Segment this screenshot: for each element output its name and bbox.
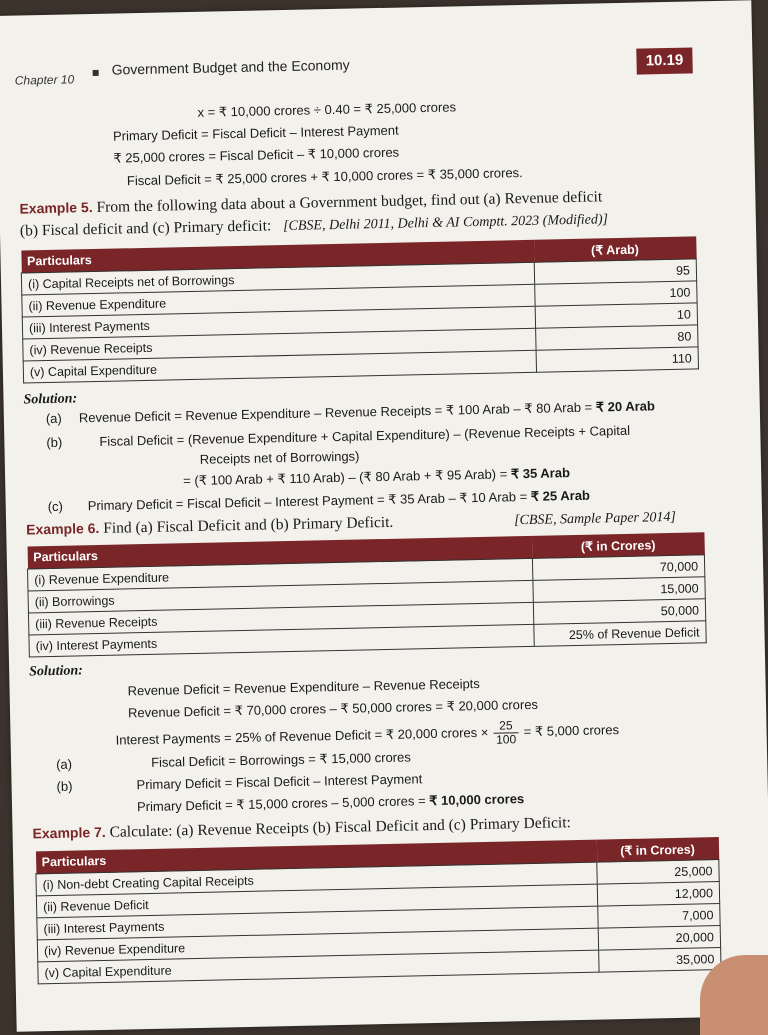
table-header-particulars: Particulars xyxy=(27,536,532,569)
example6-line xyxy=(26,514,393,540)
example7-label: Example 7. xyxy=(32,823,106,842)
example6-table xyxy=(27,532,707,657)
example6-sol-line2: Revenue Deficit = ₹ 70,000 crores – ₹ 50,000 crores = ₹ 20,000 crores xyxy=(127,696,539,721)
prev-line-3: ₹ 25,000 crores = Fiscal Deficit – ₹ 10,000 crores xyxy=(113,144,400,166)
prev-line-1: x = ₹ 10,000 crores ÷ 0.40 = ₹ 25,000 crores xyxy=(197,99,457,120)
fraction-denominator: 100 xyxy=(496,732,517,747)
table-cell-value: 100 xyxy=(535,281,697,306)
example5-sol-b-3 xyxy=(183,465,570,489)
example5-sol-c xyxy=(88,488,591,515)
example5-sol-a-result: ₹ 20 Arab xyxy=(595,398,656,415)
example5-sol-c-text: Primary Deficit = Fiscal Deficit – Interest Payment = ₹ 35 Arab – ₹ 10 Arab = xyxy=(87,488,531,514)
table-cell-value: 10 xyxy=(535,303,697,328)
chapter-title: Government Budget and the Economy xyxy=(111,56,350,78)
table-header-particulars: Particulars xyxy=(35,840,596,874)
table-cell-item: (iv) Revenue Receipts xyxy=(23,328,536,361)
example6-sol-line3-post: = ₹ 5,000 crores xyxy=(523,722,620,740)
example5-source: [CBSE, Delhi 2011, Delhi & AI Comptt. 2023 (Modified)] xyxy=(282,212,609,235)
example6-solution-label: Solution: xyxy=(29,663,84,680)
table-cell-value: 95 xyxy=(534,259,696,284)
table-header-particulars: Particulars xyxy=(21,240,534,273)
header-bullet-icon xyxy=(93,70,99,76)
example6-sol-b: Primary Deficit = Fiscal Deficit – Interest Payment xyxy=(136,771,423,793)
example6-sol-b-result: ₹ 10,000 crores xyxy=(429,791,525,809)
table-cell-item: (ii) Revenue Expenditure xyxy=(22,284,535,317)
example5-sol-a xyxy=(79,398,655,426)
chapter-label: Chapter 10 xyxy=(14,72,75,88)
table-cell-item: (iv) Revenue Expenditure xyxy=(37,928,598,962)
example6-sol-a-label: (a) xyxy=(55,756,73,772)
table-cell-value: 7,000 xyxy=(598,904,720,929)
example5-question-2: (b) Fiscal deficit and (c) Primary deficit: xyxy=(19,217,272,240)
example6-sol-b2 xyxy=(137,791,525,815)
example5-table xyxy=(20,236,699,383)
table-cell-value: 15,000 xyxy=(533,577,705,603)
example6-sol-a: Fiscal Deficit = Borrowings = ₹ 15,000 crores xyxy=(150,749,411,770)
table-cell-value: 35,000 xyxy=(599,948,721,973)
prev-line-4: Fiscal Deficit = ₹ 25,000 crores + ₹ 10,000 crores = ₹ 35,000 crores. xyxy=(126,165,523,189)
example5-solution-label: Solution: xyxy=(23,391,78,408)
table-cell-value: 12,000 xyxy=(597,882,719,907)
example5-sol-b-3-text: = (₹ 100 Arab + ₹ 110 Arab) – (₹ 80 Arab + ₹ 95 Arab) = xyxy=(183,466,512,489)
example5-sol-b-1: Fiscal Deficit = (Revenue Expenditure + Capital Expenditure) – (Revenue Receipts + Capital xyxy=(99,422,631,449)
example5-sol-a-text: Revenue Deficit = Revenue Expenditure – Revenue Receipts = ₹ 100 Arab – ₹ 80 Arab = xyxy=(78,399,596,426)
example7-question: Calculate: (a) Revenue Receipts (b) Fiscal Deficit and (c) Primary Deficit: xyxy=(109,814,572,841)
table-cell-item: (v) Capital Expenditure xyxy=(23,350,536,383)
fraction-numerator: 25 xyxy=(494,719,518,734)
table-cell-value: 20,000 xyxy=(598,926,720,951)
example5-sol-c-result: ₹ 25 Arab xyxy=(530,487,591,504)
example5-sol-b-label: (b) xyxy=(46,434,63,451)
example6-source: [CBSE, Sample Paper 2014] xyxy=(513,509,677,529)
table-cell-value: 110 xyxy=(536,347,698,372)
example6-question: Find (a) Fiscal Deficit and (b) Primary Deficit. xyxy=(103,513,394,537)
table-cell-item: (iv) Interest Payments xyxy=(29,624,534,657)
table-cell-value: 80 xyxy=(536,325,698,350)
table-cell-item: (ii) Revenue Deficit xyxy=(36,884,597,918)
table-cell-item: (ii) Borrowings xyxy=(28,580,533,613)
table-cell-item: (iii) Interest Payments xyxy=(22,306,535,339)
example6-sol-line3-pre: Interest Payments = 25% of Revenue Deficit = ₹ 20,000 crores × xyxy=(115,724,489,748)
table-cell-item: (iii) Revenue Receipts xyxy=(28,602,533,635)
table-cell-item: (i) Revenue Expenditure xyxy=(28,558,533,591)
example6-sol-b2-text: Primary Deficit = ₹ 15,000 crores – 5,000 crores = xyxy=(136,793,430,815)
table-cell-value: 25,000 xyxy=(597,860,719,885)
table-cell-item: (v) Capital Expenditure xyxy=(38,950,599,984)
table-cell-item: (iii) Interest Payments xyxy=(37,906,598,940)
example5-sol-b-2: Receipts net of Borrowings) xyxy=(199,448,360,467)
example7-table xyxy=(35,837,722,984)
example5-question: From the following data about a Government budget, find out (a) Revenue deficit xyxy=(96,188,603,216)
table-cell-item: (i) Non-debt Creating Capital Receipts xyxy=(36,862,597,896)
table-cell-value: 70,000 xyxy=(532,555,704,581)
example5-sol-c-label: (c) xyxy=(47,498,64,515)
example6-sol-b-label: (b) xyxy=(56,778,73,794)
table-header-unit: (₹ in Crores) xyxy=(532,532,704,558)
example5-label: Example 5. xyxy=(19,199,93,217)
example7-line xyxy=(32,814,571,843)
table-header-unit: (₹ in Crores) xyxy=(596,837,718,862)
table-cell-value: 50,000 xyxy=(533,599,705,625)
example6-label: Example 6. xyxy=(26,519,100,538)
table-header-unit: (₹ Arab) xyxy=(534,236,696,262)
fraction xyxy=(494,719,519,746)
prev-line-2: Primary Deficit = Fiscal Deficit – Interest Payment xyxy=(112,122,399,144)
table-cell-value: 25% of Revenue Deficit xyxy=(534,621,706,647)
example5-sol-a-label: (a) xyxy=(45,410,62,427)
table-cell-item: (i) Capital Receipts net of Borrowings xyxy=(21,262,534,295)
example6-sol-line3 xyxy=(115,717,619,755)
page-number: 10.19 xyxy=(636,47,693,74)
example6-sol-line1: Revenue Deficit = Revenue Expenditure – Revenue Receipts xyxy=(127,676,480,699)
example5-sol-b-result: ₹ 35 Arab xyxy=(510,465,571,482)
